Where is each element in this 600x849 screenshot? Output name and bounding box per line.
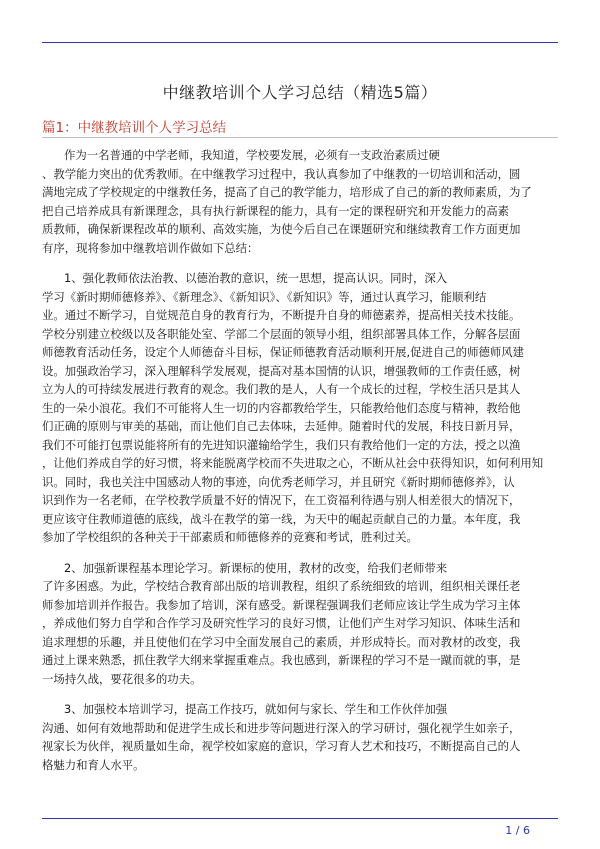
text-line: 师德教育活动任务，设定个人师德奋斗目标，保证师德教育活动顺利开展,促进自己的师德师风建 bbox=[42, 345, 525, 359]
text-line: 把自己培养成具有新课理念，具有执行新课程的能力，具有一定的课程研究和开发能力的高素 bbox=[42, 203, 510, 218]
document-body bbox=[42, 146, 558, 786]
text-line: 2、加强新课程基本理论学习。新课标的使用，教材的改变，给我们老师带来 bbox=[64, 560, 448, 575]
text-line: 识。同时，我也关注中国感动人物的事迹，向优秀老师学习，并且研究《新时期师德修养》，认 bbox=[42, 474, 515, 489]
text-line: 沟通、如何有效地帮助和促进学生成长和进步等问题进行深入的学习研讨，强化视学生如亲子， bbox=[42, 720, 521, 735]
text-line: 质教师，确保新课程改革的顺利、高效实施，为使今后自己在课题研究和继续教育工作方面更加 bbox=[42, 222, 521, 236]
text-line: 师参加培训并作报告。我参加了培训，深有感受。新课程强调我们老师应该让学生成为学习主体 bbox=[42, 597, 521, 612]
text-line: 1、强化教师依法治教、以德治教的意识，统一思想，提高认识。同时，深入 bbox=[64, 271, 448, 285]
text-line: 格魅力和育人水平。 bbox=[42, 757, 145, 772]
text-line: 满地完成了学校规定的中继教任务，提高了自己的教学能力，培形成了自己的新的教师素质，为了 bbox=[42, 185, 532, 199]
text-line: 通过上课来熟悉，抓住教学大纲来掌握重难点。我也感到，新课程的学习不是一蹴而就的事，是 bbox=[42, 653, 521, 667]
text-line: 生的一朵小浪花。我们不可能将人生一切的内容都教给学生，只能教给他们态度与精神，教给他 bbox=[42, 400, 521, 415]
text-line: 参加了学校组织的各种关于干部素质和师德修养的竞赛和考试，胜利过关。 bbox=[42, 530, 418, 544]
text-line: 作为一名普通的中学老师，我知道，学校要发展，必须有一支政治素质过硬 bbox=[64, 148, 440, 162]
text-line: 有序，现将参加中继教培训作做如下总结： bbox=[42, 240, 259, 255]
text-line: 追求理想的乐趣，并且使他们在学习中全面发展自己的素质，并形成特长。而对教材的改变，我 bbox=[42, 634, 521, 649]
text-line: 设。加强政治学习，深入理解科学发展观，提高对基本国情的认识，增强教师的工作责任感，树 bbox=[42, 363, 521, 378]
section-divider bbox=[42, 137, 558, 138]
text-line: 视家长为伙伴，视质量如生命，视学校如家庭的意识，学习育人艺术和技巧，不断提高自己的人 bbox=[42, 739, 521, 753]
text-line: 学校分别建立校级以及各职能处室、学部二个层面的领导小组，组织部署具体工作，分解各层面 bbox=[42, 326, 521, 341]
paragraph-1 bbox=[42, 146, 558, 257]
paragraph-3 bbox=[42, 559, 558, 689]
text-line: ，让他们养成自学的好习惯，将来能脱离学校而不失进取之心，不断从社会中获得知识，如何利用知 bbox=[42, 456, 544, 470]
text-line: 、教学能力突出的优秀教师。在中继教学习过程中，我认真参加了中继教的一切培训和活动，圆 bbox=[42, 166, 521, 181]
page-number: 1 / 6 bbox=[505, 824, 530, 837]
section-heading: 篇1：中继教培训个人学习总结 bbox=[42, 120, 227, 136]
paragraph-2 bbox=[42, 269, 558, 547]
text-line: 立为人的可持续发展进行教育的观念。我们教的是人，人有一个成长的过程，学校生活只是其人 bbox=[42, 382, 521, 396]
text-line: 更应该守住教师道德的底线，战斗在教学的第一线，为天中的崛起贡献自己的力量。本年度，我 bbox=[42, 511, 521, 526]
text-line: ，养成他们努力自学和合作学习及研究性学习的良好习惯，让他们产生对学习知识、体味生活和 bbox=[42, 616, 521, 630]
text-line: 3、加强校本培训学习，提高工作技巧，就如何与家长、学生和工作伙伴加强 bbox=[64, 702, 448, 716]
text-line: 们正确的原则与审美的基础，而让他们自己去体味，去延伸。随着时代的发展，科技日新月异， bbox=[42, 419, 521, 433]
text-line: 业。通过不断学习，自觉规范自身的教育行为，不断提升自身的师德素养，提高相关技术技能。 bbox=[42, 308, 521, 322]
text-line: 学习《新时期师德修养》、《新理念》、《新知识》、《新知识》等，通过认真学习，能顺利结 bbox=[42, 289, 487, 304]
text-line: 我们不可能打包票说能将所有的先进知识灌输给学生，我们只有教给他们一定的方法，授之以渔 bbox=[42, 437, 521, 452]
header-rule bbox=[42, 42, 558, 43]
footer-rule bbox=[42, 818, 558, 819]
text-line: 一场持久战，要花很多的功夫。 bbox=[42, 671, 202, 686]
text-line: 了许多困惑。为此，学校结合教育部出版的培训教程，组织了系统细致的培训，组织相关课任老 bbox=[42, 579, 521, 593]
paragraph-4 bbox=[42, 700, 558, 774]
document-title: 中继教培训个人学习总结（精选5篇） bbox=[162, 83, 438, 102]
text-line: 识到作为一名老师，在学校教学质量不好的情况下，在工资福利待遇与别人相差很大的情况下， bbox=[42, 493, 521, 507]
